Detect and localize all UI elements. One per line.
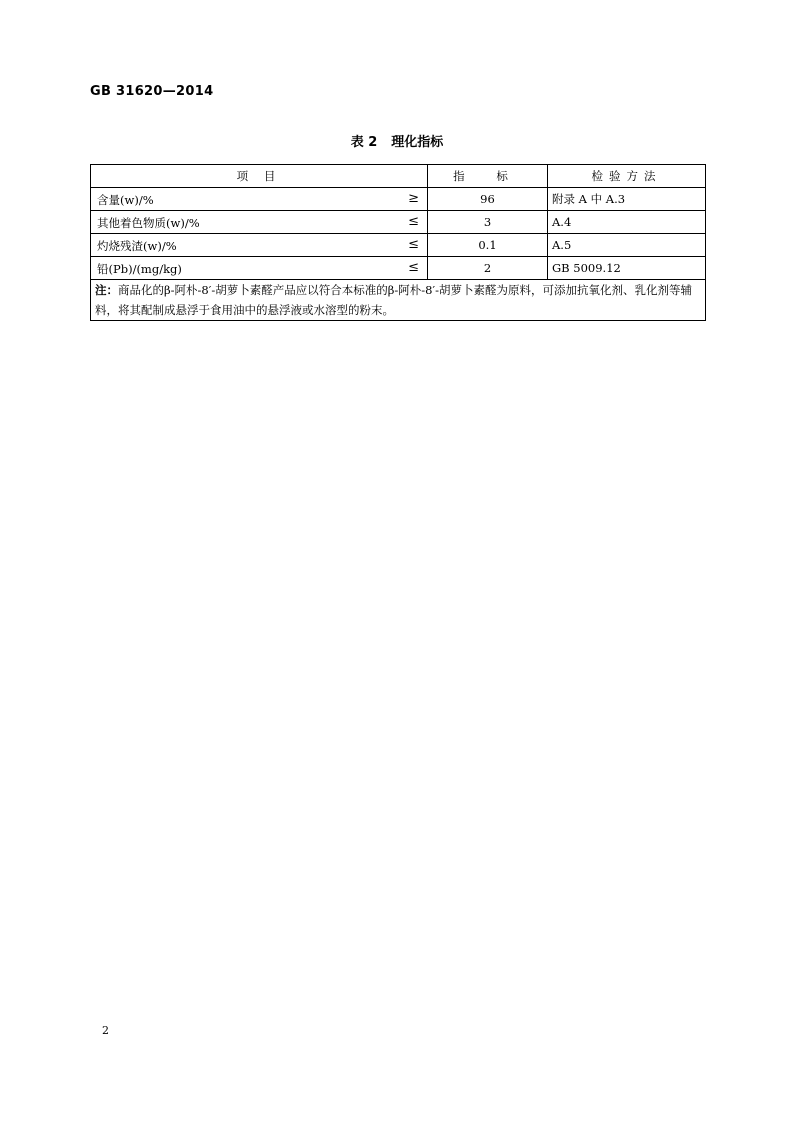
table-header-row	[91, 165, 706, 188]
spec-value: 0.1	[428, 234, 548, 257]
test-method: A.4	[548, 211, 706, 234]
row-item-cell	[91, 257, 428, 280]
table-row	[91, 234, 706, 257]
spec-value: 3	[428, 211, 548, 234]
table-title	[0, 131, 794, 150]
column-header-method: 检验方法	[548, 165, 706, 188]
table-row	[91, 188, 706, 211]
table-note-row	[91, 280, 706, 321]
test-method: 附录 A 中 A.3	[548, 188, 706, 211]
physicochemical-table	[90, 164, 706, 321]
item-name: 含量(w)/%	[97, 193, 154, 207]
comparison-operator: ≤	[408, 260, 419, 275]
note-text: 商品化的β-阿朴-8′-胡萝卜素醛产品应以符合本标准的β-阿朴-8′-胡萝卜素醛为原料，可添加抗氧化剂、乳化剂等辅料，将其配制成悬浮于食用油中的悬浮液或水溶型的粉末。	[95, 283, 692, 317]
comparison-operator: ≤	[408, 214, 419, 229]
row-item-cell	[91, 211, 428, 234]
table-note	[91, 280, 706, 321]
row-item-cell	[91, 234, 428, 257]
item-name: 其他着色物质(w)/%	[97, 216, 200, 230]
table-title-prefix: 表 2	[350, 135, 378, 150]
table-title-text: 理化指标	[391, 135, 444, 150]
row-item-cell	[91, 188, 428, 211]
comparison-operator: ≤	[408, 237, 419, 252]
standard-number: GB 31620—2014	[90, 84, 214, 99]
table-row	[91, 257, 706, 280]
item-name: 铅(Pb)/(mg/kg)	[97, 262, 182, 276]
comparison-operator: ≥	[408, 191, 419, 206]
column-header-spec: 指 标	[428, 165, 548, 188]
test-method: A.5	[548, 234, 706, 257]
test-method: GB 5009.12	[548, 257, 706, 280]
table-row	[91, 211, 706, 234]
spec-value: 96	[428, 188, 548, 211]
note-label: 注：	[95, 283, 118, 297]
page-number: 2	[102, 1024, 109, 1037]
spec-value: 2	[428, 257, 548, 280]
column-header-item: 项 目	[91, 165, 428, 188]
item-name: 灼烧残渣(w)/%	[97, 239, 177, 253]
